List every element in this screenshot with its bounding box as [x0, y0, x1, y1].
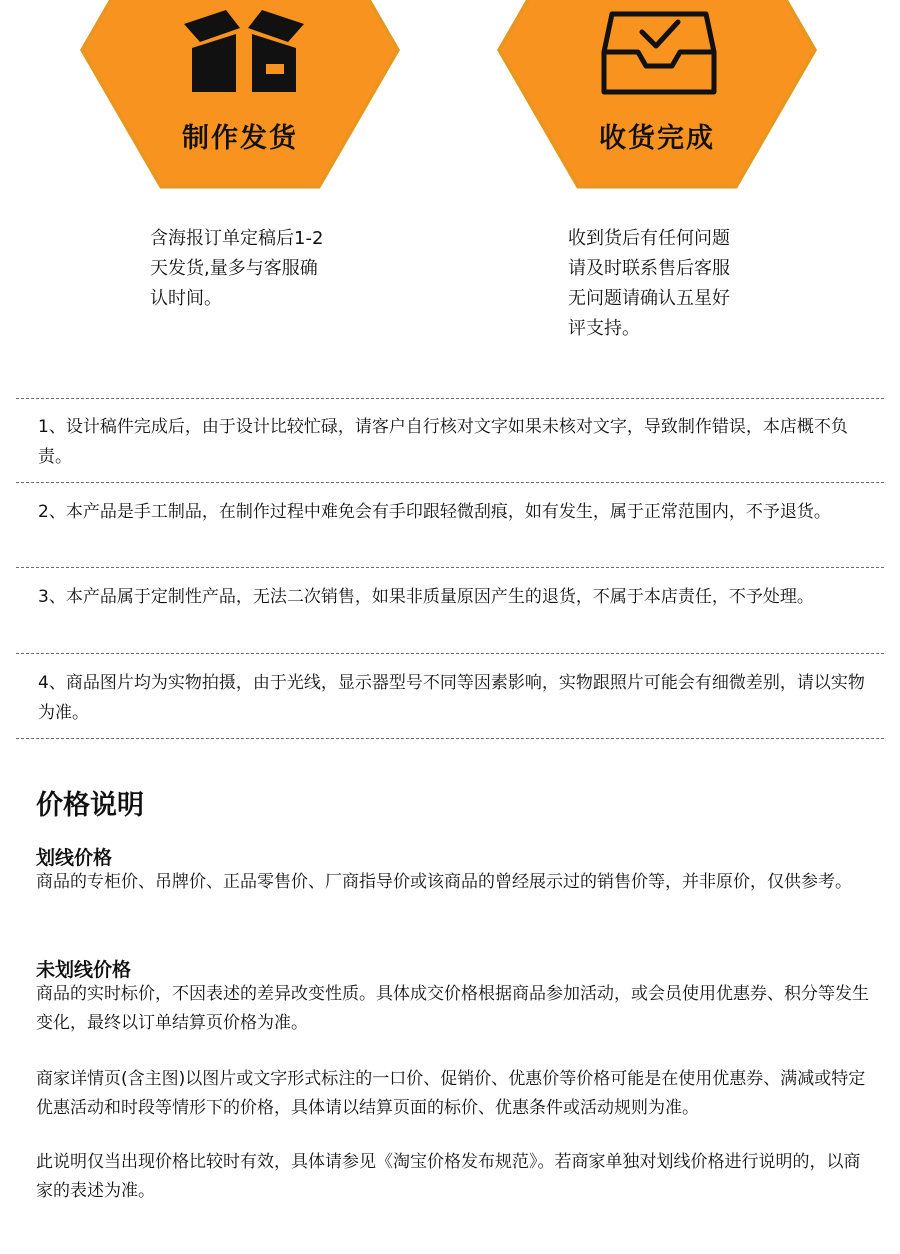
notice-item: 1、设计稿件完成后，由于设计比较忙碌，请客户自行核对文字如果未核对文字，导致制作错误，本店概不负责。 [38, 417, 848, 467]
inbox-check-icon [600, 10, 718, 96]
detail-price-text: 商家详情页(含主图)以图片或文字形式标注的一口价、促销价、优惠价等价格可能是在使用优惠券、满减或特定优惠活动和时段等情形下的价格，具体请以结算页面的标价、优惠条件或活动规则为准。 [36, 1069, 866, 1118]
notice-item: 4、商品图片均为实物拍摄，由于光线，显示器型号不同等因素影响，实物跟照片可能会有细微差别，请以实物为准。 [38, 673, 865, 723]
divider [16, 653, 884, 654]
step-desc-ship: 含海报订单定稿后1-2 天发货,量多与客服确 认时间。 [150, 228, 324, 309]
nostrike-price-title: 未划线价格 [36, 959, 132, 981]
nostrike-price-text: 商品的实时标价，不因表述的差异改变性质。具体成交价格根据商品参加活动，或会员使用优惠券、积分等发生变化，最终以订单结算页价格为准。 [36, 984, 869, 1033]
divider [16, 482, 884, 483]
strike-price-text: 商品的专柜价、吊牌价、正品零售价、厂商指导价或该商品的曾经展示过的销售价等，并非原价，仅供参考。 [36, 872, 852, 892]
strike-price-title: 划线价格 [36, 847, 113, 869]
package-box-icon [178, 8, 310, 92]
divider [16, 738, 884, 739]
step-title-ship: 制作发货 [182, 123, 298, 154]
price-rule-text: 此说明仅当出现价格比较时有效，具体请参见《淘宝价格发布规范》。若商家单独对划线价格进行说明的，以商家的表述为准。 [36, 1152, 861, 1201]
step-desc-receive: 收到货后有任何问题 请及时联系售后客服 无问题请确认五星好 评支持。 [568, 228, 730, 339]
step-title-receive: 收货完成 [599, 123, 715, 154]
notice-item: 2、本产品是手工制品，在制作过程中难免会有手印跟轻微刮痕，如有发生，属于正常范围内，不予退货。 [38, 502, 831, 522]
divider [16, 567, 884, 568]
notice-item: 3、本产品属于定制性产品，无法二次销售，如果非质量原因产生的退货，不属于本店责任，不予处理。 [38, 587, 814, 607]
divider [16, 398, 884, 399]
price-heading: 价格说明 [36, 790, 144, 821]
